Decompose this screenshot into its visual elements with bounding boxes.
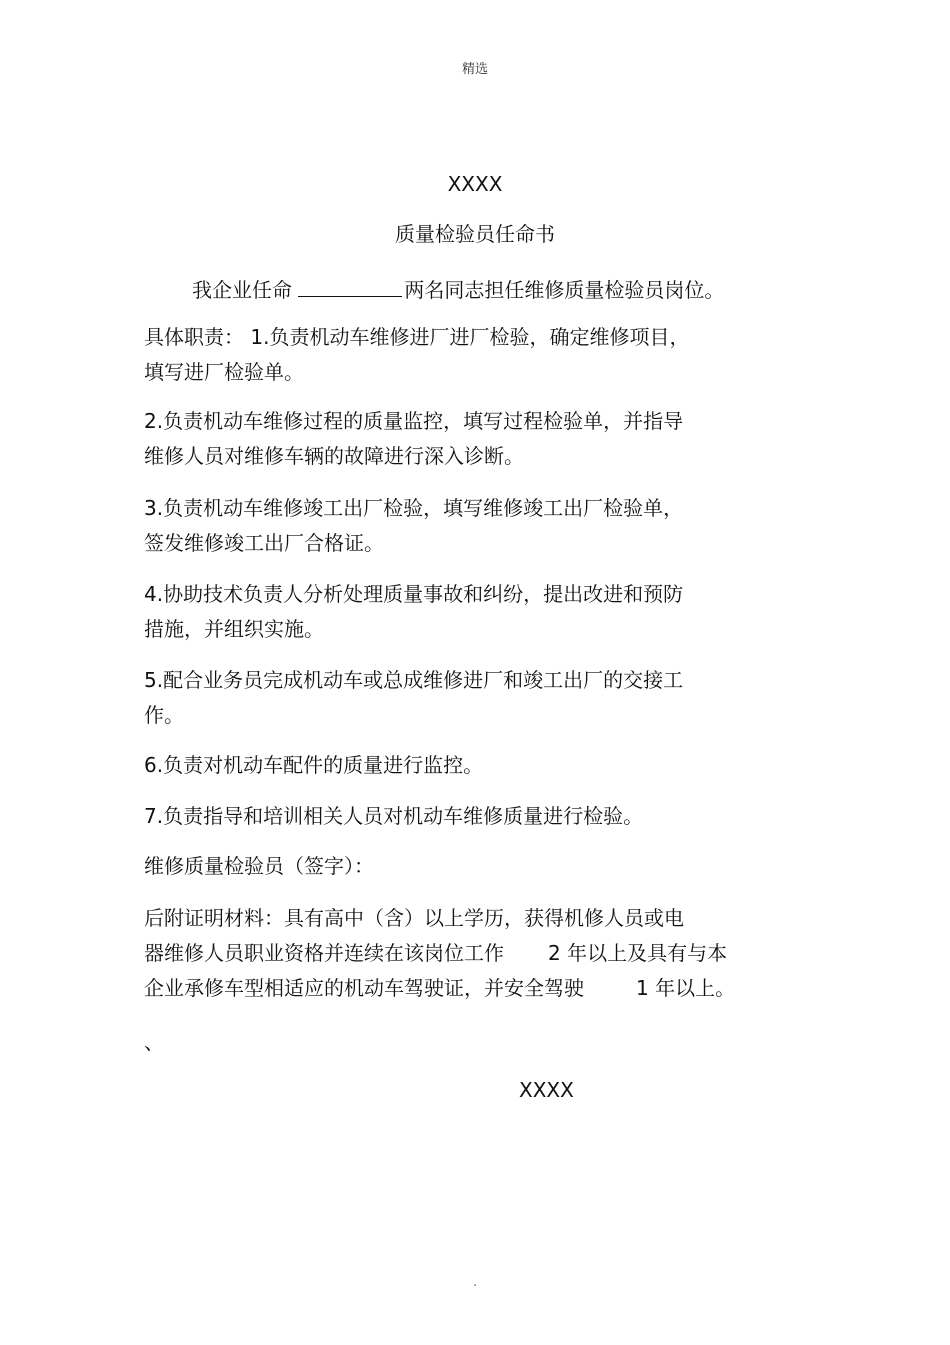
attachment-line-2-part-a: 器维修人员职业资格并连续在该岗位工作: [144, 941, 504, 965]
attachment-line-3-part-a: 企业承修车型相适应的机动车驾驶证，并安全驾驶: [144, 976, 584, 1000]
attachment-line-2: [144, 941, 727, 965]
appointment-prefix: 我企业任命: [192, 278, 292, 302]
company-name-top: XXXX: [447, 172, 503, 196]
stray-punctuation: 、: [144, 1030, 164, 1054]
duty-3-line-2: 签发维修竣工出厂合格证。: [144, 531, 384, 555]
company-name-bottom: XXXX: [519, 1078, 574, 1102]
duty-4-line-1: 4.协助技术负责人分析处理质量事故和纠纷，提出改进和预防: [144, 582, 684, 606]
attachment-line-1: 后附证明材料：具有高中（含）以上学历，获得机修人员或电: [144, 906, 684, 930]
duty-5-line-2: 作。: [144, 703, 184, 727]
appointment-suffix: 两名同志担任维修质量检验员岗位。: [404, 278, 725, 302]
appointment-line: [192, 274, 724, 302]
attachment-line-2-part-b: 2 年以上及具有与本: [548, 941, 728, 965]
duty-7: 7.负责指导和培训相关人员对机动车维修质量进行检验。: [144, 804, 644, 828]
duty-1-line-1: 具体职责： 1.负责机动车维修进厂进厂检验，确定维修项目，: [144, 325, 690, 349]
duty-2-line-2: 维修人员对维修车辆的故障进行深入诊断。: [144, 444, 524, 468]
duty-5-line-1: 5.配合业务员完成机动车或总成维修进厂和竣工出厂的交接工: [144, 668, 684, 692]
duty-2-line-1: 2.负责机动车维修过程的质量监控，填写过程检验单，并指导: [144, 409, 684, 433]
signature-label: 维修质量检验员（签字）：: [144, 854, 374, 878]
duty-4-line-2: 措施，并组织实施。: [144, 617, 324, 641]
attachment-line-3: [144, 976, 735, 1000]
duty-1-line-2: 填写进厂检验单。: [144, 360, 304, 384]
duty-6: 6.负责对机动车配件的质量进行监控。: [144, 753, 484, 777]
duty-3-line-1: 3.负责机动车维修竣工出厂检验，填写维修竣工出厂检验单，: [144, 496, 684, 520]
document-title: 质量检验员任命书: [395, 222, 555, 246]
name-blank: [298, 274, 402, 297]
attachment-line-3-part-b: 1 年以上。: [636, 976, 736, 1000]
header-mark: 精选: [461, 62, 488, 77]
footer-dot: .: [473, 1275, 477, 1289]
